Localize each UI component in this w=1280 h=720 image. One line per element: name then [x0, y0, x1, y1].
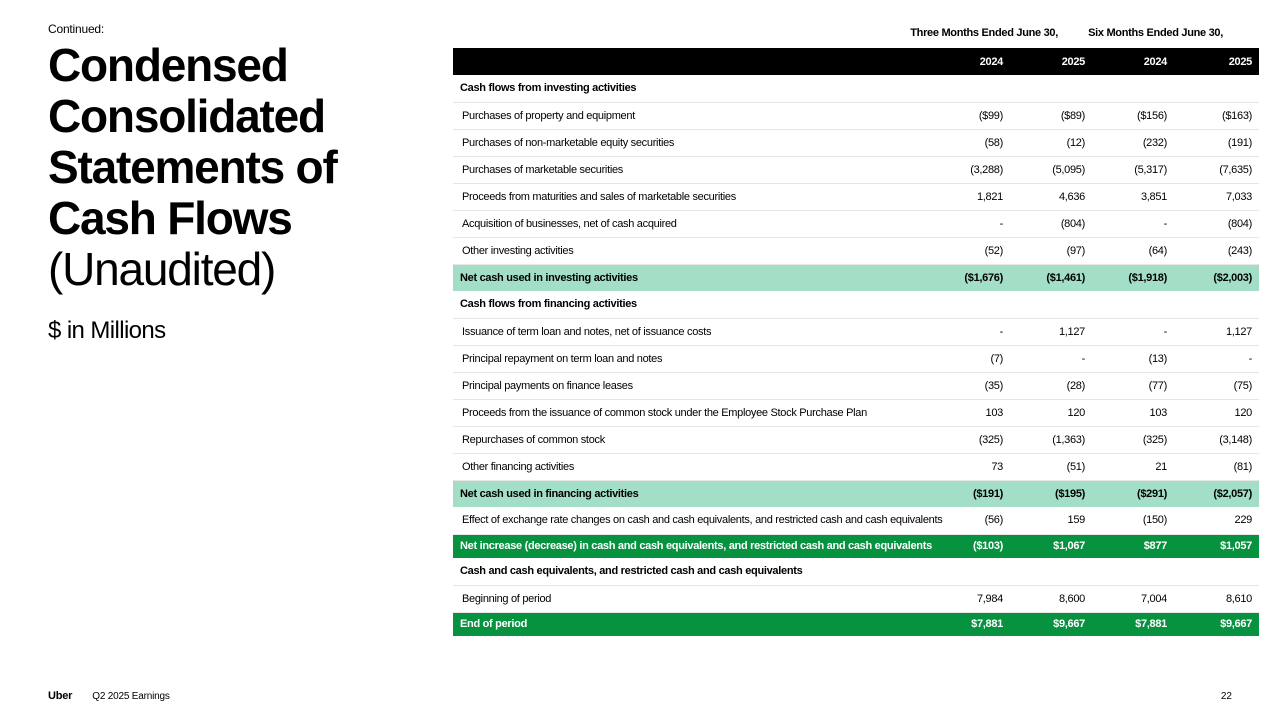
row-value: (7): [990, 352, 1003, 365]
period-header-six-months: Six Months Ended June 30,: [1088, 27, 1223, 39]
table-row-item: [453, 399, 1259, 426]
row-value: [928, 558, 1010, 585]
title-line: Cash Flows: [48, 192, 292, 244]
row-value: ($99): [978, 109, 1003, 122]
row-value: ($103): [973, 540, 1003, 553]
table-row-item: [453, 318, 1259, 345]
row-value: 21: [1155, 460, 1167, 473]
row-value: (5,095): [1052, 163, 1085, 176]
cash-flow-table-container: [453, 22, 1252, 636]
row-value: [1174, 291, 1259, 318]
row-value: 1,821: [976, 190, 1003, 203]
row-value: [928, 75, 1010, 102]
table-row-item: [453, 102, 1259, 129]
row-value: ($1,461): [1046, 271, 1085, 284]
title-line: Condensed: [48, 39, 288, 91]
row-value: $7,881: [1135, 618, 1167, 631]
footer: [48, 690, 170, 702]
row-value: 103: [1149, 406, 1167, 419]
row-label: Purchases of marketable securities: [462, 163, 623, 176]
table-row-item: [453, 426, 1259, 453]
row-value: -: [1081, 352, 1085, 365]
table-row-subtotal: [453, 264, 1259, 291]
row-value: ($1,918): [1128, 271, 1167, 284]
row-label: Other investing activities: [462, 244, 574, 257]
row-label: Issuance of term loan and notes, net of issuance costs: [462, 325, 712, 338]
table-row-section: [453, 558, 1259, 585]
row-value: (3,148): [1219, 433, 1252, 446]
row-value: 1,127: [1058, 325, 1085, 338]
row-value: ($291): [1137, 487, 1167, 500]
row-value: (3,288): [970, 163, 1003, 176]
table-row-item: [453, 345, 1259, 372]
table-body: [453, 75, 1259, 636]
row-label: Net increase (decrease) in cash and cash equivalents, and restricted cash and cash equivalents: [460, 540, 932, 553]
row-value: 8,610: [1225, 592, 1252, 605]
row-label: Cash flows from financing activities: [460, 298, 637, 311]
row-value: -: [999, 217, 1003, 230]
table-row-netchange: [453, 534, 1259, 558]
row-value: (150): [1142, 514, 1167, 527]
row-label: Beginning of period: [462, 592, 552, 605]
row-value: $9,667: [1053, 618, 1085, 631]
cash-flow-table: [453, 48, 1259, 636]
row-value: (232): [1142, 136, 1167, 149]
table-row-item: [453, 453, 1259, 480]
row-label: Net cash used in investing activities: [460, 271, 638, 284]
row-value: [1010, 291, 1092, 318]
row-label: Cash and cash equivalents, and restricted cash and cash equivalents: [460, 565, 803, 578]
row-value: -: [1248, 352, 1252, 365]
row-value: (51): [1066, 460, 1085, 473]
report-label: Q2 2025 Earnings: [92, 691, 170, 702]
row-value: [928, 291, 1010, 318]
row-label: Net cash used in financing activities: [460, 487, 639, 500]
title-line: Consolidated: [48, 90, 325, 142]
row-value: (81): [1233, 460, 1252, 473]
row-value: 7,004: [1140, 592, 1167, 605]
row-value: 7,033: [1225, 190, 1252, 203]
row-value: 8,600: [1058, 592, 1085, 605]
continued-label: Continued:: [48, 22, 105, 36]
row-value: 73: [991, 460, 1003, 473]
table-row-item: [453, 237, 1259, 264]
row-label: Acquisition of businesses, net of cash acquired: [462, 217, 677, 230]
row-value: $1,067: [1053, 540, 1085, 553]
year-header-blank: [453, 48, 928, 75]
row-label: End of period: [460, 618, 527, 631]
row-label: Purchases of property and equipment: [462, 109, 635, 122]
table-row-item: [453, 129, 1259, 156]
row-value: $9,667: [1220, 618, 1252, 631]
table-row-item: [453, 585, 1259, 612]
row-value: (64): [1148, 244, 1167, 257]
row-value: (35): [984, 379, 1003, 392]
row-value: (77): [1148, 379, 1167, 392]
table-row-subtotal: [453, 480, 1259, 507]
table-row-item: [453, 372, 1259, 399]
row-value: (325): [1142, 433, 1167, 446]
row-value: (97): [1066, 244, 1085, 257]
row-value: ($156): [1137, 109, 1167, 122]
row-value: -: [999, 325, 1003, 338]
row-label: Other financing activities: [462, 460, 575, 473]
row-value: ($2,003): [1213, 271, 1252, 284]
row-value: (191): [1227, 136, 1252, 149]
row-label: Proceeds from the issuance of common stock under the Employee Stock Purchase Plan: [462, 406, 867, 419]
row-value: 120: [1234, 406, 1252, 419]
year-header: 2025: [1061, 55, 1085, 68]
period-header-three-months: Three Months Ended June 30,: [910, 27, 1058, 39]
brand-logo: Uber: [48, 690, 73, 702]
row-value: (52): [984, 244, 1003, 257]
year-header-row: [453, 48, 1259, 75]
table-row-item: [453, 507, 1259, 534]
row-value: [1010, 75, 1092, 102]
row-value: 229: [1234, 514, 1252, 527]
row-value: (804): [1060, 217, 1085, 230]
row-value: (325): [978, 433, 1003, 446]
page-title: [48, 40, 408, 295]
row-label: Principal repayment on term loan and notes: [462, 352, 663, 365]
row-label: Proceeds from maturities and sales of marketable securities: [462, 190, 736, 203]
row-value: (12): [1066, 136, 1085, 149]
year-header: 2024: [979, 55, 1003, 68]
row-value: 159: [1067, 514, 1085, 527]
title-subtitle: (Unaudited): [48, 243, 276, 295]
row-value: (28): [1066, 379, 1085, 392]
row-value: (13): [1148, 352, 1167, 365]
row-value: (56): [984, 514, 1003, 527]
row-value: 7,984: [976, 592, 1003, 605]
title-line: Statements of: [48, 141, 337, 193]
year-header: 2024: [1143, 55, 1167, 68]
row-label: Effect of exchange rate changes on cash and cash equivalents, and restricted cash and cash equivalents: [462, 514, 943, 527]
row-value: ($163): [1222, 109, 1252, 122]
row-value: 3,851: [1140, 190, 1167, 203]
row-value: 103: [985, 406, 1003, 419]
row-label: Purchases of non-marketable equity securities: [462, 136, 675, 149]
row-label: Cash flows from investing activities: [460, 82, 637, 95]
row-value: [1092, 291, 1174, 318]
title-block: [48, 22, 408, 345]
row-value: [1010, 558, 1092, 585]
table-row-item: [453, 156, 1259, 183]
row-value: [1092, 75, 1174, 102]
table-row-item: [453, 210, 1259, 237]
row-value: (7,635): [1219, 163, 1252, 176]
row-label: Principal payments on finance leases: [462, 379, 633, 392]
row-value: [1092, 558, 1174, 585]
row-value: [1174, 558, 1259, 585]
units-label: $ in Millions: [48, 317, 166, 344]
row-value: (75): [1233, 379, 1252, 392]
row-value: (5,317): [1134, 163, 1167, 176]
row-value: -: [1163, 217, 1167, 230]
row-value: $1,057: [1220, 540, 1252, 553]
row-value: ($195): [1055, 487, 1085, 500]
row-value: ($1,676): [964, 271, 1003, 284]
row-value: -: [1163, 325, 1167, 338]
row-value: $7,881: [971, 618, 1003, 631]
row-value: (804): [1227, 217, 1252, 230]
table-row-total: [453, 612, 1259, 636]
row-value: 1,127: [1225, 325, 1252, 338]
row-value: (1,363): [1052, 433, 1085, 446]
row-value: [1174, 75, 1259, 102]
year-header: 2025: [1228, 55, 1252, 68]
row-value: 120: [1067, 406, 1085, 419]
row-value: (243): [1227, 244, 1252, 257]
row-value: (58): [984, 136, 1003, 149]
row-value: 4,636: [1058, 190, 1085, 203]
page-number: 22: [1220, 691, 1232, 702]
row-value: ($2,057): [1213, 487, 1252, 500]
row-value: $877: [1143, 540, 1167, 553]
row-value: ($191): [973, 487, 1003, 500]
table-row-section: [453, 291, 1259, 318]
row-value: ($89): [1060, 109, 1085, 122]
table-row-section: [453, 75, 1259, 102]
row-label: Repurchases of common stock: [462, 433, 605, 446]
table-row-item: [453, 183, 1259, 210]
period-header-row: [453, 22, 1230, 48]
